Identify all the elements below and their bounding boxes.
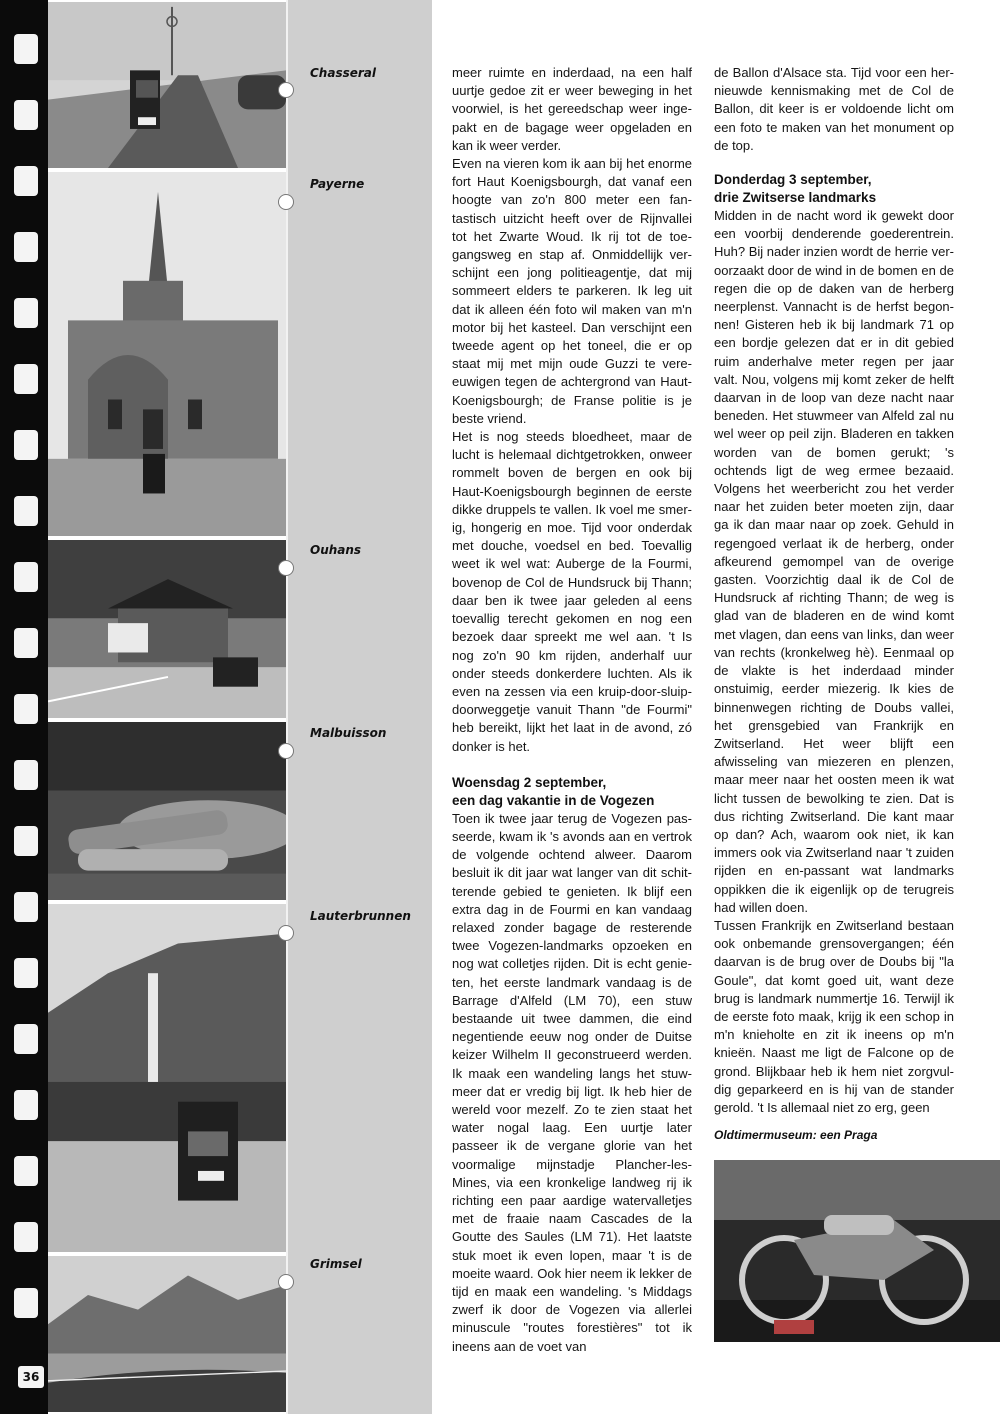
caption-marker-dot xyxy=(278,743,294,759)
caption-payerne: Payerne xyxy=(310,177,365,191)
paragraph: meer ruimte en inderdaad, na een half uurtje gedoe zit er weer beweging in het voorwiel, is het gereedschap weer ingepakt en de bagage weer opgeladen en kan ik weer verder. xyxy=(452,65,692,153)
sprocket-hole xyxy=(14,1288,38,1318)
film-strip xyxy=(0,0,432,1414)
sprocket-hole xyxy=(14,826,38,856)
sprocket-hole xyxy=(14,694,38,724)
caption-malbuisson: Malbuisson xyxy=(310,726,387,740)
photo-ouhans xyxy=(48,538,286,720)
sprocket-hole xyxy=(14,760,38,790)
article-column-2 xyxy=(714,64,954,1117)
paragraph: Toen ik twee jaar terug de Vogezen passeerde, kwam ik 's avonds aan en vertrok de volgende ochtend alweer. Daarom besluit ik dit jaar wat langer van dit schitterende gebied te genieten. Ik blijf een extra dag in de Fourmi en kan vandaag relaxed zonder bagage de resterende twee Vogezen-landmarks opzoeken en nog wat colletjes rijden. Dit is echt genieten, het eerste landmark vandaag is de Barrage d'Alfeld (LM 70), een stuw bestaande uit twee dammen, die eind negentiende eeuw nog onder de Duitse keizer Wilhelm II geconstrueerd werden. Ik maak een wandeling langs het stuwmeer dat er vredig bij ligt. Ik heb hier de wereld voor mezelf. Zo te zien staat het water nogal laag. Een uurtje later passeer ik de vergane glorie van het voormalige mijnstadje Plancher-les-Mines, via een kronkelige landweg rij ik richting een paar aardige watervalletjes met de fraaie naam Cascades de la Goutte des Saules (LM 71). Het laatste stuk moet ik even lopen, maar 't is de moeite waard. Ook hier neem ik lekker de tijd en maak een wandeling. 's Middags zwerf ik door de Vogezen via allerlei minuscule "routes forestières" tot ik ineens aan de voet van xyxy=(452,810,692,1354)
photo-malbuisson xyxy=(48,720,286,902)
caption-chasseral: Chasseral xyxy=(310,66,376,80)
caption-grimsel: Grimsel xyxy=(310,1257,362,1271)
article-column-1 xyxy=(452,64,692,1356)
film-strip-caption-band xyxy=(288,0,432,1414)
sprocket-hole xyxy=(14,430,38,460)
section-heading-line: een dag vakantie in de Vogezen xyxy=(452,792,655,808)
paragraph: Even na vieren kom ik aan bij het enorme fort Haut Koenigsbourgh, dat vanaf een hoogte van zo'n 800 meter een fantastisch uitzicht heeft over de Rijnvallei tot het Zwarte Woud. Ik rij tot de toegangsweg en stap af. Onmiddellijk verschijnt een jong politieagentje, dat mij sommeert elders te parkeren. Ik leg uit dat ik alleen één foto wil maken van m'n motor bij het kasteel. Dan verschijnt een tweede agent op het toneel, die er op staat mij met mijn oude Guzzi te vereeuwigen tegen de achtergrond van Haut-Koenigsbourgh; de Franse politie is je beste vriend. xyxy=(452,156,692,426)
paragraph: Tussen Frankrijk en Zwitserland bestaan ook onbemande grensovergangen; één daarvan is de brug over de Doubs bij "la Goule", dat komt goed uit, want deze brug is landmark nummertje 16. Terwijl ik de eerste foto maak, krijg ik een schop in m'n knieholte en zit ik ineens op m'n knieën. Naast me ligt de Falcone op de grond. Blijkbaar heb ik hem niet zorgvuldig geparkeerd en is hij van de stander gerold. 't Is allemaal niet zo erg, geen xyxy=(714,917,954,1115)
paragraph: Het is nog steeds bloedheet, maar de lucht is helemaal dichtgetrokken, onweer rommelt boven de bergen en ook bij Haut-Koenigsbourgh beginnen de eerste dikke druppels te vallen. Ik voel me smerig, hongerig en moe. Tijd voor onderdak met douche, voedsel en bed. Toevallig weet ik wel wat: Auberge de la Fourmi, bovenop de Col de Hundsruck bij Thann; daar ben ik twee jaar geleden al eens toevallig terecht gekomen en nog een bezoek daar spreekt me wel aan. 't Is nog zo'n 90 km rijden, anderhalf uur onder steeds donkerdere luchten. Als ik even na zessen via een kruip-door-sluip-doorweggetje vanuit Thann "de Fourmi" heb bereikt, lijkt het laat in de avond, zó donker is het. xyxy=(452,429,692,754)
photo-lauterbrunnen xyxy=(48,902,286,1254)
paragraph: de Ballon d'Alsace sta. Tijd voor een hernieuwde kennismaking met de Col de Ballon, dit keer is er voldoende licht om een foto te maken van het monument op de top. xyxy=(714,65,954,153)
film-strip-divider xyxy=(286,0,288,1414)
sprocket-hole xyxy=(14,1156,38,1186)
caption-lauterbrunnen: Lauterbrunnen xyxy=(310,909,411,923)
caption-marker-dot xyxy=(278,1274,294,1290)
caption-marker-dot xyxy=(278,194,294,210)
section-heading-line: drie Zwitserse landmarks xyxy=(714,190,877,206)
sprocket-hole xyxy=(14,1222,38,1252)
sprocket-hole xyxy=(14,892,38,922)
photo-payerne xyxy=(48,170,286,538)
sprocket-hole xyxy=(14,166,38,196)
caption-ouhans: Ouhans xyxy=(310,543,362,557)
photo-chasseral xyxy=(48,0,286,170)
photo-praga-motorcycle xyxy=(714,1160,1000,1342)
section-heading xyxy=(452,774,692,810)
caption-marker-dot xyxy=(278,560,294,576)
section-heading xyxy=(714,171,954,207)
photo-grimsel xyxy=(48,1254,286,1414)
sprocket-hole xyxy=(14,1090,38,1120)
paragraph: Midden in de nacht word ik gewekt door een voorbij denderende goederentrein. Huh? Bij nader inzien wordt de herrie veroorzaakt door de wind in de bomen en de regen die op de daken van de herberg neerplenst. Vannacht is de herfst begonnen! Gisteren heb ik bij landmark 71 op een bordje gelezen dat er in dit gebied ruim anderhalve meter regen per jaar valt. Nou, volgens mij komt zeker de helft daarvan in de loop van deze nacht naar beneden. Het stuwmeer van Alfeld zal nu wel weer op peil zijn. Bladeren en takken worden van de bomen gerukt; 's ochtends ligt de weg ermee bezaaid. Volgens het weerbericht zou het verder naar het zuiden beter moeten zijn, daar ga ik dan maar naar op zoek. Gehuld in regengoed verlaat ik de herberg, onder afkeurend gemompel van de overige gasten. Voorzichtig daal ik de Col de Hundsruck af richting Thann; de weg is glad van de bladeren en de wind komt met vlagen, dan eens van links, dan weer van rechts (kronkelweg hè). Eenmaal op de vlakte is het inderdaad minder onstuimig, eerder miezerig. Ik kies de binnenwegen richting de Doubs vallei, het grensgebied van Frankrijk en Zwitserland. Het weer blijft een afwisseling van miezeren en plenzen, maar meer naar het oosten meen ik wat licht tussen de bewolking te zien. Dat is dus richting Zwitserland. Die kant maar op dan? Ach, waarom ook niet, ik kan immers ook via Zwitserland naar 't zuiden rijden en en-passant wat landmarks oppikken die ik eigenlijk op de terugreis had willen doen. xyxy=(714,208,954,915)
sprocket-hole xyxy=(14,1024,38,1054)
sprocket-hole xyxy=(14,34,38,64)
caption-marker-dot xyxy=(278,925,294,941)
museum-photo-caption: Oldtimermuseum: een Praga xyxy=(714,1128,878,1142)
section-heading-line: Woensdag 2 september, xyxy=(452,774,607,790)
sprocket-hole xyxy=(14,232,38,262)
sprocket-hole xyxy=(14,496,38,526)
sprocket-hole xyxy=(14,958,38,988)
caption-marker-dot xyxy=(278,82,294,98)
section-heading-line: Donderdag 3 september, xyxy=(714,172,872,188)
sprocket-hole xyxy=(14,100,38,130)
sprocket-hole xyxy=(14,628,38,658)
page-number: 36 xyxy=(18,1366,44,1388)
sprocket-hole xyxy=(14,298,38,328)
sprocket-hole xyxy=(14,364,38,394)
sprocket-hole xyxy=(14,562,38,592)
